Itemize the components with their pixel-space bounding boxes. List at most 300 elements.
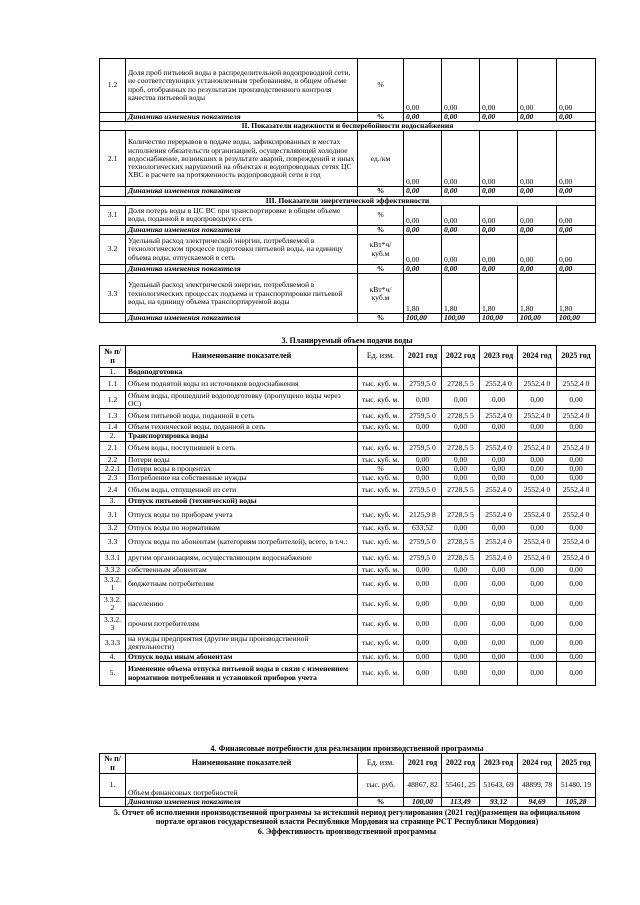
dynamics-value: 0,00 bbox=[557, 187, 596, 196]
value-cell: 0,00 bbox=[557, 524, 596, 533]
header-year: 2025 год bbox=[557, 346, 596, 368]
dynamics-row bbox=[100, 314, 596, 323]
row-unit: ед./км bbox=[358, 131, 404, 187]
value-cell: 0,00 bbox=[557, 634, 596, 652]
row-unit: тыс. куб. м. bbox=[358, 391, 404, 409]
value-cell: 0,00 bbox=[480, 205, 518, 225]
value-cell: 0,00 bbox=[480, 455, 518, 464]
row-number: 2.4 bbox=[100, 483, 126, 497]
value-cell: 0,00 bbox=[557, 614, 596, 634]
table-row bbox=[100, 524, 596, 533]
value-cell: 0,00 bbox=[557, 455, 596, 464]
row-unit: тыс. куб. м. bbox=[358, 652, 404, 661]
row-number: 3.3.2 bbox=[100, 565, 126, 574]
value-cell: 0,00 bbox=[404, 565, 442, 574]
table-row bbox=[100, 662, 596, 686]
header-year: 2022 год bbox=[442, 754, 480, 774]
value-cell: 0,00 bbox=[480, 652, 518, 661]
value-cell: 0,00 bbox=[557, 565, 596, 574]
row-unit: тыс. куб. м. bbox=[358, 409, 404, 423]
dynamics-label: Динамика изменения показателя bbox=[126, 265, 358, 274]
row-number: 3.1 bbox=[100, 205, 126, 225]
value-cell: 0,00 bbox=[518, 205, 557, 225]
row-number: 1.4 bbox=[100, 423, 126, 432]
value-cell: 0,00 bbox=[518, 662, 557, 686]
value-cell: 0,00 bbox=[442, 634, 480, 652]
dynamics-row bbox=[100, 225, 596, 234]
dynamics-unit: % bbox=[358, 187, 404, 196]
row-name: Потери воды bbox=[126, 455, 358, 464]
dynamics-unit: % bbox=[358, 225, 404, 234]
dynamics-value: 0,00 bbox=[518, 187, 557, 196]
value-cell: 0,00 bbox=[404, 391, 442, 409]
table-row bbox=[100, 483, 596, 497]
row-name: на нужды предприятия (другие виды производственной деятельности) bbox=[126, 634, 358, 652]
value-cell: 1,80 bbox=[518, 274, 557, 314]
row-unit: тыс. куб. м. bbox=[358, 634, 404, 652]
dynamics-value: 0,00 bbox=[557, 225, 596, 234]
table-row bbox=[100, 565, 596, 574]
row-unit: тыс. куб. м. bbox=[358, 533, 404, 551]
row-number: 1.3 bbox=[100, 409, 126, 423]
dynamics-unit: % bbox=[358, 314, 404, 323]
value-cell: 2552,4 0 bbox=[557, 409, 596, 423]
section-heading: III. Показатели энергетической эффективности bbox=[100, 196, 596, 205]
value-cell: 0,00 bbox=[404, 131, 442, 187]
value-cell: 0,00 bbox=[518, 474, 557, 483]
dynamics-value: 113,49 bbox=[442, 798, 480, 807]
value-cell: 0,00 bbox=[557, 131, 596, 187]
header-year: 2024 год bbox=[518, 346, 557, 368]
value-cell: 2552,4 0 bbox=[518, 483, 557, 497]
value-cell: 0,00 bbox=[442, 423, 480, 432]
table-row bbox=[100, 441, 596, 455]
value-cell bbox=[404, 497, 442, 506]
value-cell: 0,00 bbox=[442, 652, 480, 661]
value-cell bbox=[557, 368, 596, 377]
value-cell: 55461, 25 bbox=[442, 774, 480, 798]
value-cell: 2728,5 5 bbox=[442, 409, 480, 423]
value-cell: 2125,9 8 bbox=[404, 506, 442, 524]
value-cell: 0,00 bbox=[518, 574, 557, 594]
value-cell: 0,00 bbox=[518, 464, 557, 473]
value-cell: 2759,5 0 bbox=[404, 533, 442, 551]
row-name: Объем технической воды, поданной в сеть bbox=[126, 423, 358, 432]
row-name: Объем поднятой воды из источников водоснабжения bbox=[126, 377, 358, 391]
value-cell: 2552,4 0 bbox=[518, 551, 557, 565]
row-name: Объем питьевой воды, поданной в сеть bbox=[126, 409, 358, 423]
value-cell: 0,00 bbox=[442, 391, 480, 409]
table-row bbox=[100, 423, 596, 432]
header-year: 2021 год bbox=[404, 346, 442, 368]
dynamics-label: Динамика изменения показателя bbox=[126, 187, 358, 196]
value-cell: 0,00 bbox=[518, 423, 557, 432]
value-cell: 0,00 bbox=[557, 391, 596, 409]
row-name: Отпуск воды по приборам учета bbox=[126, 506, 358, 524]
value-cell: 2552,4 0 bbox=[480, 533, 518, 551]
value-cell: 0,00 bbox=[480, 391, 518, 409]
header-year: 2025 год bbox=[557, 754, 596, 774]
dynamics-value: 93,12 bbox=[480, 798, 518, 807]
value-cell: 2728,5 5 bbox=[442, 551, 480, 565]
dynamics-row bbox=[100, 798, 596, 807]
value-cell: 0,00 bbox=[480, 464, 518, 473]
dynamics-value: 0,00 bbox=[480, 113, 518, 122]
value-cell: 48867, 82 bbox=[404, 774, 442, 798]
dynamics-value: 0,00 bbox=[442, 225, 480, 234]
row-name: Потери воды в процентах bbox=[126, 464, 358, 473]
header-year: 2022 год bbox=[442, 346, 480, 368]
header-name: Наименование показателей bbox=[126, 754, 358, 774]
value-cell: 0,00 bbox=[480, 423, 518, 432]
table-row bbox=[100, 455, 596, 464]
value-cell: 0,00 bbox=[404, 464, 442, 473]
section-5-caption: 5. Отчет об исполнении производственной программы за истекший период регулирования (2021 год)(размещен на официальном портале органов государственной власти Республики Мордовия на странице РСТ Республики Мордовия) bbox=[113, 808, 581, 826]
header-name: Наименование показателей bbox=[126, 346, 358, 368]
value-cell: 0,00 bbox=[518, 652, 557, 661]
value-cell: 0,00 bbox=[442, 131, 480, 187]
row-number: 2.2 bbox=[100, 455, 126, 464]
table-row bbox=[100, 594, 596, 614]
table-row bbox=[100, 614, 596, 634]
table-row bbox=[100, 634, 596, 652]
dynamics-value: 100,00 bbox=[442, 314, 480, 323]
value-cell bbox=[557, 432, 596, 441]
row-number: 3.3.2. 3 bbox=[100, 614, 126, 634]
row-unit: тыс. куб. м. bbox=[358, 662, 404, 686]
value-cell: 0,00 bbox=[442, 594, 480, 614]
value-cell: 0,00 bbox=[442, 205, 480, 225]
row-name: Транспортировка воды bbox=[126, 432, 358, 441]
value-cell: 51480, 19 bbox=[557, 774, 596, 798]
row-unit: тыс. куб. м. bbox=[358, 506, 404, 524]
table-row bbox=[100, 551, 596, 565]
value-cell: 0,00 bbox=[404, 594, 442, 614]
dynamics-value: 0,00 bbox=[557, 113, 596, 122]
row-unit bbox=[358, 368, 404, 377]
value-cell: 2552,4 0 bbox=[518, 506, 557, 524]
value-cell: 2552,4 0 bbox=[557, 483, 596, 497]
value-cell: 0,00 bbox=[480, 524, 518, 533]
dynamics-unit: % bbox=[358, 265, 404, 274]
row-unit: тыс. куб. м. bbox=[358, 483, 404, 497]
value-cell: 0,00 bbox=[404, 614, 442, 634]
value-cell bbox=[480, 368, 518, 377]
value-cell bbox=[442, 368, 480, 377]
row-number: 2. bbox=[100, 432, 126, 441]
table-row bbox=[100, 432, 596, 441]
dynamics-value: 94,69 bbox=[518, 798, 557, 807]
row-unit: тыс. куб. м. bbox=[358, 441, 404, 455]
value-cell: 48899, 78 bbox=[518, 774, 557, 798]
row-unit: тыс. куб. м. bbox=[358, 423, 404, 432]
value-cell: 0,00 bbox=[442, 662, 480, 686]
table-row bbox=[100, 533, 596, 551]
dynamics-value: 100,00 bbox=[518, 314, 557, 323]
value-cell bbox=[518, 497, 557, 506]
value-cell: 0,00 bbox=[404, 235, 442, 265]
dynamics-value: 0,00 bbox=[442, 187, 480, 196]
dynamics-value: 0,00 bbox=[480, 265, 518, 274]
table-row bbox=[100, 464, 596, 473]
row-name: Отпуск воды по абонентам (категориям потребителей), всего, в т.ч.: bbox=[126, 533, 358, 551]
row-unit: тыс. куб. м. bbox=[358, 455, 404, 464]
value-cell: 2552,4 0 bbox=[480, 441, 518, 455]
value-cell: 0,00 bbox=[518, 455, 557, 464]
value-cell: 2552,4 0 bbox=[557, 377, 596, 391]
value-cell: 2552,4 0 bbox=[518, 409, 557, 423]
value-cell: 0,00 bbox=[404, 59, 442, 113]
dynamics-value: 0,00 bbox=[518, 113, 557, 122]
dynamics-value: 100,00 bbox=[404, 798, 442, 807]
dynamics-unit: % bbox=[358, 798, 404, 807]
row-unit: тыс. куб. м. bbox=[358, 551, 404, 565]
row-unit: тыс. куб. м. bbox=[358, 524, 404, 533]
value-cell: 0,00 bbox=[442, 524, 480, 533]
value-cell bbox=[442, 497, 480, 506]
row-number: 2.1 bbox=[100, 441, 126, 455]
value-cell: 0,00 bbox=[557, 235, 596, 265]
value-cell: 0,00 bbox=[557, 574, 596, 594]
dynamics-label: Динамика изменения показателя bbox=[126, 798, 358, 807]
section-heading: II. Показатели надежности и бесперебойности водоснабжения bbox=[100, 122, 596, 131]
dynamics-value: 0,00 bbox=[404, 113, 442, 122]
row-name: Удельный расход электрической энергии, потребляемой в технологическом процессе подготовки питьевой воды, на единицу объема воды, отпускаемой в сеть bbox=[126, 235, 358, 265]
table-row bbox=[100, 409, 596, 423]
dynamics-value: 0,00 bbox=[518, 225, 557, 234]
row-name: собственным абонентам bbox=[126, 565, 358, 574]
value-cell: 51643, 69 bbox=[480, 774, 518, 798]
row-number: 1.2 bbox=[100, 391, 126, 409]
value-cell: 0,00 bbox=[480, 614, 518, 634]
value-cell bbox=[480, 432, 518, 441]
value-cell: 0,00 bbox=[442, 614, 480, 634]
value-cell: 0,00 bbox=[518, 391, 557, 409]
row-name: Отпуск воды по нормативам bbox=[126, 524, 358, 533]
value-cell: 2552,4 0 bbox=[480, 483, 518, 497]
row-name: Доля потерь воды в ЦС ВС при транспортировке в общем объеме воды, поданной в водопроводную сеть bbox=[126, 205, 358, 225]
header-year: 2024 год bbox=[518, 754, 557, 774]
row-unit bbox=[358, 497, 404, 506]
table-row bbox=[100, 474, 596, 483]
row-name: бюджетным потребителям bbox=[126, 574, 358, 594]
value-cell: 2728,5 5 bbox=[442, 506, 480, 524]
dynamics-row bbox=[100, 113, 596, 122]
value-cell: 0,00 bbox=[404, 205, 442, 225]
value-cell: 0,00 bbox=[442, 565, 480, 574]
row-name: Доля проб питьевой воды в распределительной водопроводной сети, не соответствующих установленным требованиям, в общем объеме проб, отобранных по результатам производственного контроля качества питьевой воды bbox=[126, 59, 358, 113]
value-cell: 0,00 bbox=[404, 652, 442, 661]
table-row bbox=[100, 574, 596, 594]
value-cell: 0,00 bbox=[480, 594, 518, 614]
row-unit bbox=[358, 432, 404, 441]
row-number: 4. bbox=[100, 652, 126, 661]
value-cell: 0,00 bbox=[557, 652, 596, 661]
value-cell: 0,00 bbox=[480, 59, 518, 113]
row-unit: тыс. руб. bbox=[358, 774, 404, 798]
row-unit: кВт*ч/ куб.м bbox=[358, 235, 404, 265]
value-cell: 2552,4 0 bbox=[480, 506, 518, 524]
row-number: 1. bbox=[100, 368, 126, 377]
row-name: Удельный расход электрической энергии, потребляемой в технологических процессах подъема и транспортировки питьевой воды, на единицу объема транспортируемой воды bbox=[126, 274, 358, 314]
value-cell: 0,00 bbox=[518, 634, 557, 652]
value-cell: 0,00 bbox=[557, 205, 596, 225]
value-cell: 2552,4 0 bbox=[557, 551, 596, 565]
section-4-caption: 4. Финансовые потребности для реализации производственной программы bbox=[210, 744, 484, 753]
dynamics-row bbox=[100, 187, 596, 196]
value-cell: 2728,5 5 bbox=[442, 441, 480, 455]
table-row bbox=[100, 652, 596, 661]
row-name: Изменение объема отпуска питьевой воды в связи с изменением нормативов потребления и установкой приборов учета bbox=[126, 662, 358, 686]
dynamics-unit: % bbox=[358, 113, 404, 122]
section-6-caption: 6. Эффективность производственной программы bbox=[257, 827, 437, 836]
value-cell: 0,00 bbox=[557, 474, 596, 483]
value-cell: 633,52 bbox=[404, 524, 442, 533]
row-unit: % bbox=[358, 464, 404, 473]
table-row bbox=[100, 368, 596, 377]
value-cell: 0,00 bbox=[518, 594, 557, 614]
header-year: 2023 год bbox=[480, 754, 518, 774]
row-name: Отпуск воды иным абонентам bbox=[126, 652, 358, 661]
value-cell: 1,80 bbox=[480, 274, 518, 314]
row-number: 3.3 bbox=[100, 274, 126, 314]
header-year: 2021 год bbox=[404, 754, 442, 774]
value-cell: 2552,4 0 bbox=[480, 551, 518, 565]
row-number: 3.3.2. 2 bbox=[100, 594, 126, 614]
dynamics-value: 0,00 bbox=[518, 265, 557, 274]
row-number: 3.3.2. 1 bbox=[100, 574, 126, 594]
value-cell bbox=[518, 432, 557, 441]
table-row bbox=[100, 274, 596, 314]
value-cell: 0,00 bbox=[404, 662, 442, 686]
value-cell: 1,80 bbox=[404, 274, 442, 314]
value-cell: 2759,5 0 bbox=[404, 551, 442, 565]
value-cell: 0,00 bbox=[480, 634, 518, 652]
value-cell bbox=[404, 432, 442, 441]
row-name: Количество перерывов в подаче воды, зафиксированных в местах исполнения обязательств организацией, осуществляющей холодное водоснабжение, возникших в результате аварий, повреждений и иных технологических нарушений на объектах и водопроводных сетях ЦС ХВС в расчете на протяженность водопроводной сети в год bbox=[126, 131, 358, 187]
table-row bbox=[100, 391, 596, 409]
row-number: 3.1 bbox=[100, 506, 126, 524]
dynamics-value: 100,00 bbox=[404, 314, 442, 323]
value-cell bbox=[557, 497, 596, 506]
value-cell: 2759,5 0 bbox=[404, 483, 442, 497]
row-name: прочим потребителям bbox=[126, 614, 358, 634]
value-cell: 0,00 bbox=[442, 235, 480, 265]
value-cell: 2552,4 0 bbox=[518, 377, 557, 391]
row-unit: тыс. куб. м. bbox=[358, 614, 404, 634]
value-cell: 0,00 bbox=[404, 423, 442, 432]
row-name: Объем финансовых потребностей bbox=[126, 774, 358, 798]
row-name: населению bbox=[126, 594, 358, 614]
row-number: 3.3 bbox=[100, 533, 126, 551]
row-number: 3.2 bbox=[100, 235, 126, 265]
value-cell: 0,00 bbox=[480, 474, 518, 483]
row-number: 3.3.1 bbox=[100, 551, 126, 565]
table-row bbox=[100, 377, 596, 391]
header-year: 2023 год bbox=[480, 346, 518, 368]
row-name: Отпуск питьевой (технической) воды bbox=[126, 497, 358, 506]
dynamics-value: 0,00 bbox=[442, 113, 480, 122]
value-cell: 2552,4 0 bbox=[480, 377, 518, 391]
header-number: № п/п bbox=[100, 754, 126, 774]
row-unit: тыс. куб. м. bbox=[358, 565, 404, 574]
dynamics-value: 0,00 bbox=[480, 225, 518, 234]
row-number: 5. bbox=[100, 662, 126, 686]
row-name: Объем воды, прошедший водоподготовку (пропущено воды через ОС) bbox=[126, 391, 358, 409]
value-cell: 2552,4 0 bbox=[518, 441, 557, 455]
value-cell: 0,00 bbox=[557, 594, 596, 614]
water-supply-table bbox=[99, 345, 596, 686]
value-cell: 0,00 bbox=[480, 662, 518, 686]
value-cell: 2759,5 0 bbox=[404, 377, 442, 391]
value-cell: 1,80 bbox=[557, 274, 596, 314]
row-number: 2.1 bbox=[100, 131, 126, 187]
row-unit: % bbox=[358, 205, 404, 225]
value-cell: 0,00 bbox=[442, 574, 480, 594]
row-number: 1. bbox=[100, 774, 126, 798]
value-cell: 0,00 bbox=[404, 455, 442, 464]
value-cell: 2552,4 0 bbox=[480, 409, 518, 423]
value-cell: 2728,5 5 bbox=[442, 533, 480, 551]
table-row bbox=[100, 506, 596, 524]
row-number: 2.2.1 bbox=[100, 464, 126, 473]
value-cell: 2552,4 0 bbox=[557, 533, 596, 551]
row-name: Водоподготовка bbox=[126, 368, 358, 377]
value-cell: 0,00 bbox=[557, 59, 596, 113]
row-number: 2.3 bbox=[100, 474, 126, 483]
header-number: № п/п bbox=[100, 346, 126, 368]
value-cell bbox=[442, 432, 480, 441]
table-header-row bbox=[100, 754, 596, 774]
row-name: другим организациям, осуществляющим водоснабжение bbox=[126, 551, 358, 565]
dynamics-label: Динамика изменения показателя bbox=[126, 113, 358, 122]
dynamics-label: Динамика изменения показателя bbox=[126, 314, 358, 323]
value-cell: 0,00 bbox=[557, 662, 596, 686]
section-3-caption: 3. Планируемый объем подачи воды bbox=[281, 336, 413, 345]
value-cell: 0,00 bbox=[480, 565, 518, 574]
value-cell: 1,80 bbox=[442, 274, 480, 314]
value-cell: 2759,5 0 bbox=[404, 441, 442, 455]
value-cell bbox=[518, 368, 557, 377]
header-unit: Ед. изм. bbox=[358, 754, 404, 774]
value-cell: 0,00 bbox=[557, 464, 596, 473]
row-unit: тыс. куб. м. bbox=[358, 474, 404, 483]
dynamics-value: 100,00 bbox=[480, 314, 518, 323]
dynamics-row bbox=[100, 265, 596, 274]
table-header-row bbox=[100, 346, 596, 368]
value-cell: 0,00 bbox=[404, 574, 442, 594]
value-cell: 0,00 bbox=[518, 524, 557, 533]
dynamics-value: 0,00 bbox=[404, 265, 442, 274]
value-cell: 2552,4 0 bbox=[518, 533, 557, 551]
dynamics-value: 100,00 bbox=[557, 314, 596, 323]
value-cell: 0,00 bbox=[518, 131, 557, 187]
value-cell: 0,00 bbox=[518, 59, 557, 113]
value-cell: 0,00 bbox=[442, 474, 480, 483]
table-row bbox=[100, 497, 596, 506]
row-name: Объем воды, отпущенной из сети bbox=[126, 483, 358, 497]
value-cell: 0,00 bbox=[518, 614, 557, 634]
table-row bbox=[100, 774, 596, 798]
row-number: 3.3.3 bbox=[100, 634, 126, 652]
value-cell bbox=[480, 497, 518, 506]
value-cell: 0,00 bbox=[442, 464, 480, 473]
dynamics-value: 0,00 bbox=[557, 265, 596, 274]
row-number: 1.2 bbox=[100, 59, 126, 113]
value-cell: 0,00 bbox=[518, 565, 557, 574]
dynamics-value: 0,00 bbox=[480, 187, 518, 196]
value-cell bbox=[404, 368, 442, 377]
